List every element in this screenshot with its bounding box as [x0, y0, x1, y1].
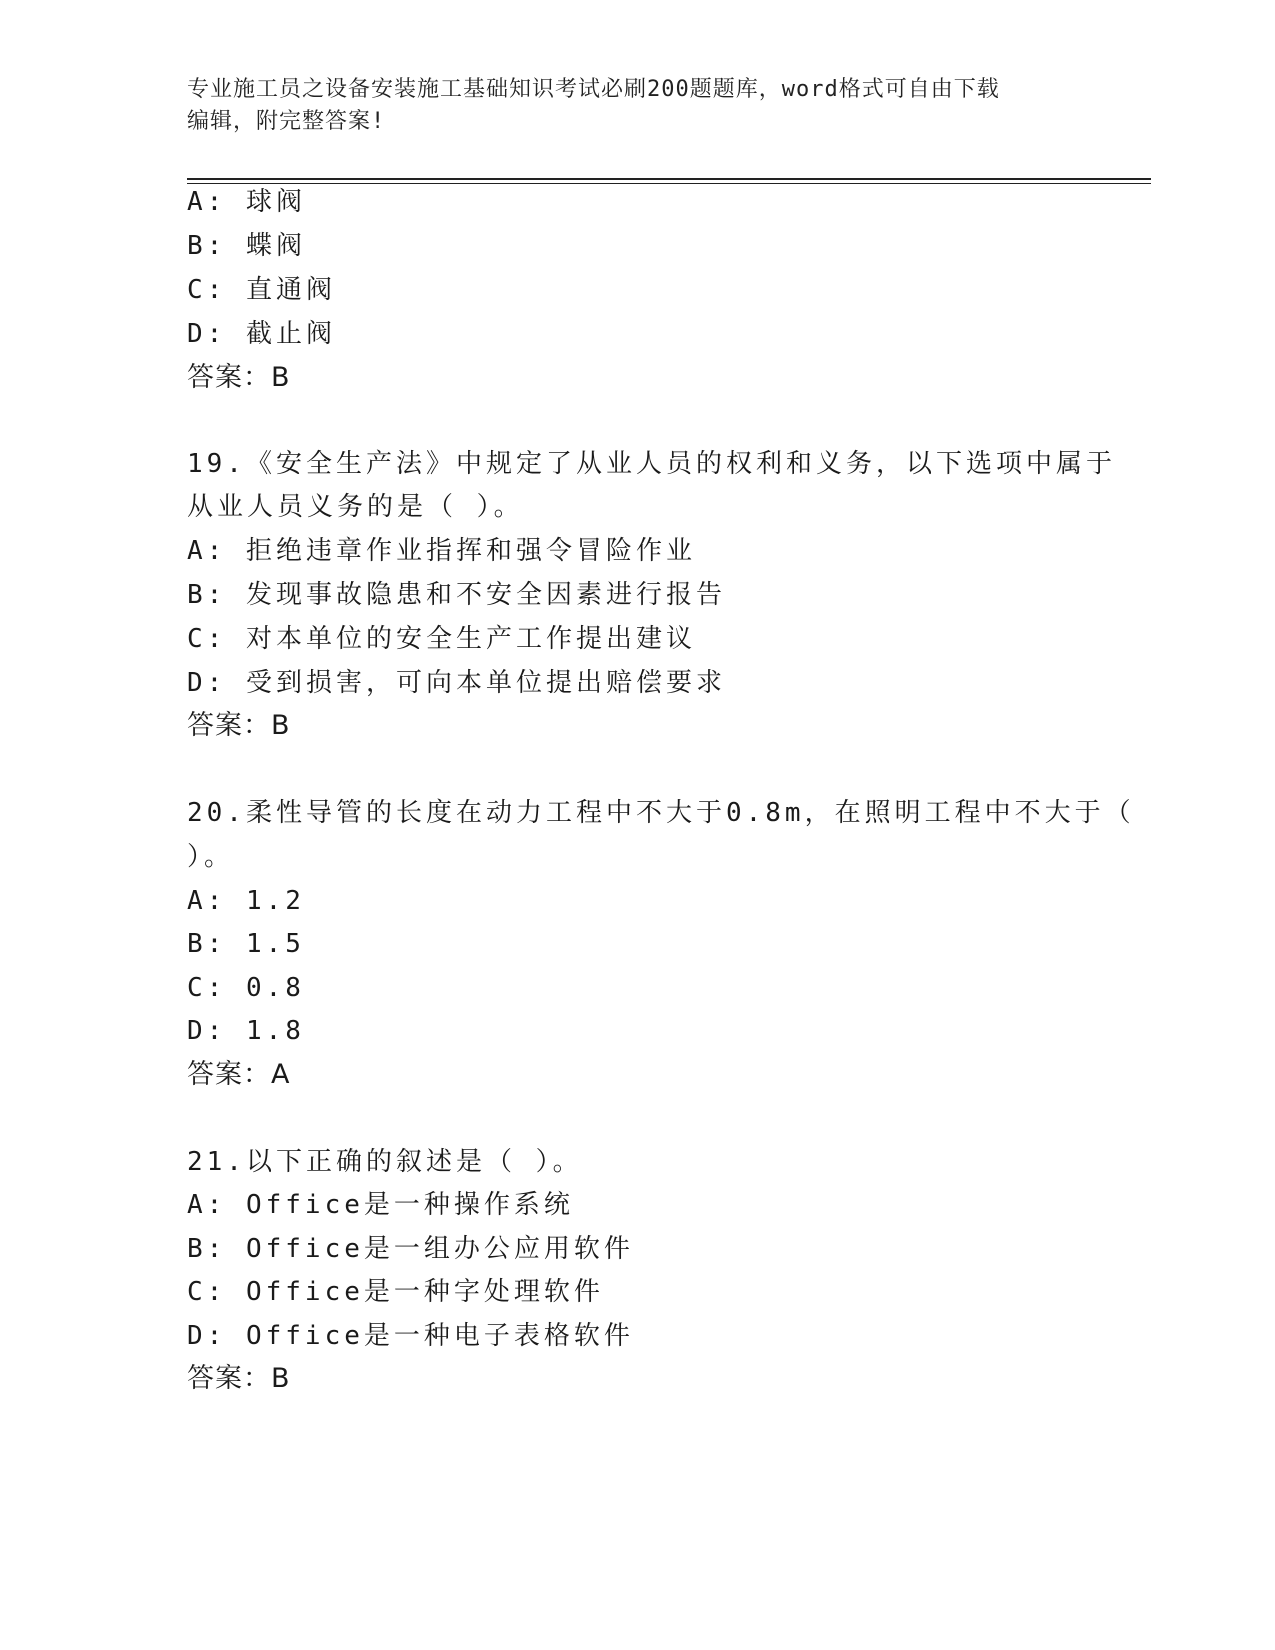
q20-answer: 答案：A [187, 1059, 291, 1090]
q18-option-b: B: 蝶阀 [187, 231, 306, 261]
q21-option-b: B: Office是一组办公应用软件 [187, 1234, 634, 1264]
q21-option-d: D: Office是一种电子表格软件 [187, 1321, 634, 1351]
q20-stem-line2: ）。 [187, 842, 235, 872]
header-divider-thin [187, 183, 1151, 184]
page-header [187, 74, 1087, 138]
q19-stem-line2: 从业人员义务的是（ ）。 [187, 492, 524, 522]
q21-option-c: C: Office是一种字处理软件 [187, 1277, 604, 1307]
q20-option-c: C: 0.8 [187, 973, 305, 1003]
q19-stem-line1: 19.《安全生产法》中规定了从业人员的权利和义务，以下选项中属于 [187, 449, 1116, 479]
header-title-line2: 编辑，附完整答案! [187, 109, 386, 134]
q19-option-c: C: 对本单位的安全生产工作提出建议 [187, 624, 696, 654]
q21-answer: 答案：B [187, 1363, 291, 1394]
q20-option-a: A: 1.2 [187, 886, 305, 916]
q19-option-b: B: 发现事故隐患和不安全因素进行报告 [187, 580, 726, 610]
q20-stem-line1: 20.柔性导管的长度在动力工程中不大于0.8m，在照明工程中不大于（ [187, 798, 1135, 828]
q21-option-a: A: Office是一种操作系统 [187, 1190, 574, 1220]
q20-option-b: B: 1.5 [187, 929, 305, 959]
q19-option-d: D: 受到损害，可向本单位提出赔偿要求 [187, 668, 726, 698]
q18-option-c: C: 直通阀 [187, 275, 336, 305]
header-divider-thick [187, 178, 1151, 180]
q19-option-a: A: 拒绝违章作业指挥和强令冒险作业 [187, 536, 696, 566]
q19-answer: 答案：B [187, 710, 291, 741]
header-title-line1: 专业施工员之设备安装施工基础知识考试必刷200题题库，word格式可自由下载 [187, 77, 1000, 102]
q21-stem-line1: 21.以下正确的叙述是（ ）。 [187, 1147, 583, 1177]
q20-option-d: D: 1.8 [187, 1016, 305, 1046]
q18-option-a: A: 球阀 [187, 187, 306, 217]
q18-answer: 答案：B [187, 362, 291, 393]
q18-option-d: D: 截止阀 [187, 319, 336, 349]
